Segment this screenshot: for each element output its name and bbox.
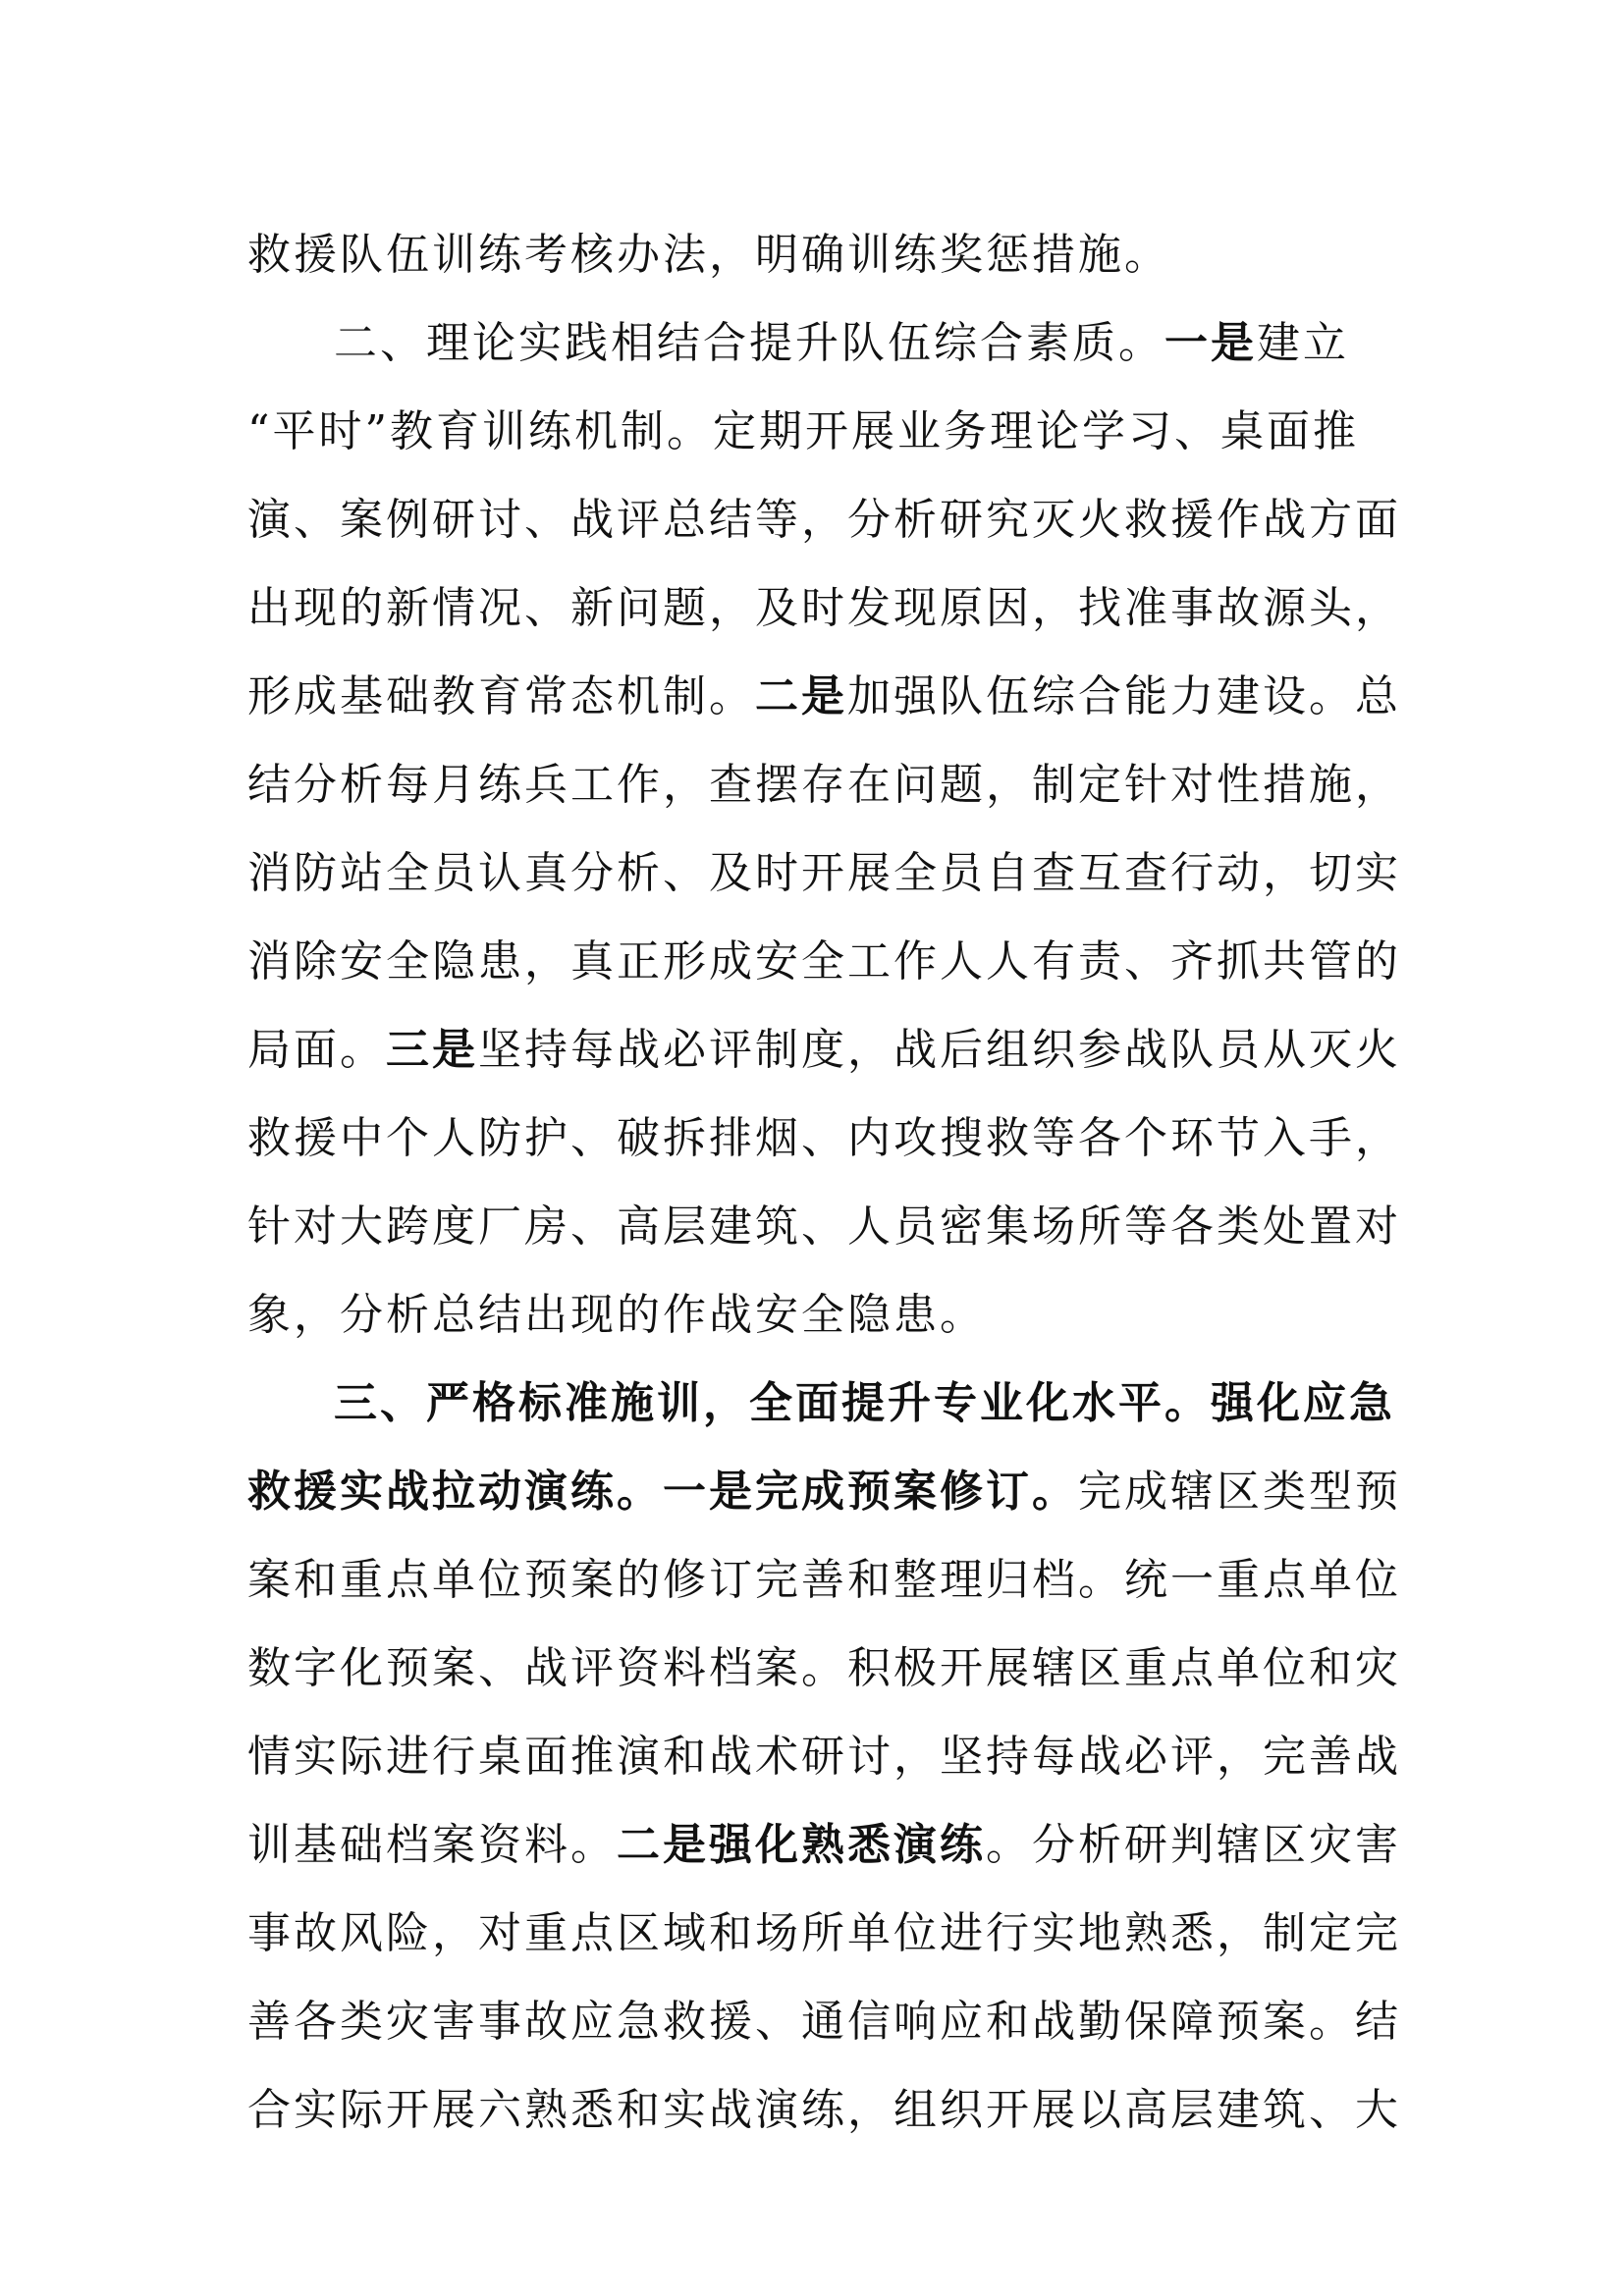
text-line-16 [247,1536,1401,1625]
text-line-15 [247,1448,1401,1536]
text-run: 形成基础教育常态机制。 [247,671,755,721]
bold-marker: 一是 [1164,318,1257,368]
text-run: 训基础档案资料。 [247,1820,617,1870]
text-line-21 [247,1978,1401,2066]
section-heading-2: 二、理论实践相结合提升队伍综合素质。 [334,318,1164,368]
text-run: 完成辖区类型预 [1078,1467,1401,1517]
bold-marker: 二是 [755,671,847,721]
text-run: 针对大跨度厂房、高层建筑、人员密集场所等各类处置对 [247,1201,1401,1252]
text-run: 局面。 [247,1025,386,1075]
text-run: 象，分析总结出现的作战安全隐患。 [247,1290,986,1340]
text-run: 出现的新情况、新问题，及时发现原因，找准事故源头， [247,583,1401,633]
text-line-4 [247,476,1401,564]
text-run: 善各类灾害事故应急救援、通信响应和战勤保障预案。结 [247,1997,1401,2047]
text-line-9 [247,918,1401,1006]
text-run: 情实际进行桌面推演和战术研讨，坚持每战必评，完善战 [247,1732,1401,1782]
text-line-13 [247,1271,1386,1360]
text-run: 坚持每战必评制度，战后组织参战队员从灭火 [478,1025,1401,1075]
text-run: 结分析每月练兵工作，查摆存在问题，制定针对性措施， [247,760,1401,810]
text-line-5 [247,564,1401,653]
text-run: 救援队伍训练考核办法，明确训练奖惩措施。 [247,230,1170,280]
bold-marker: 三是 [386,1025,478,1075]
bold-marker: 救援实战拉动演练。一是完成预案修订。 [247,1467,1078,1517]
text-line-14 [334,1360,1395,1448]
text-line-7 [247,741,1401,829]
text-line-11 [247,1095,1401,1183]
text-line-12 [247,1183,1401,1271]
text-line-10 [247,1006,1401,1095]
bold-marker: 二是强化熟悉演练 [617,1820,986,1870]
text-line-22 [247,2066,1401,2155]
text-run: 消除安全隐患，真正形成安全工作人人有责、齐抓共管的 [247,936,1401,987]
text-line-3 [247,388,1386,476]
text-line-2 [334,299,1386,388]
text-run: 消防站全员认真分析、及时开展全员自查互查行动，切实 [247,848,1401,898]
text-line-20 [247,1890,1401,1978]
text-line-19 [247,1801,1401,1890]
text-line-17 [247,1625,1401,1713]
text-run: 合实际开展六熟悉和实战演练，组织开展以高层建筑、大 [247,2085,1401,2135]
text-run: 数字化预案、战评资料档案。积极开展辖区重点单位和灾 [247,1643,1401,1693]
section-heading-3: 三、严格标准施训，全面提升专业化水平。强化应急 [334,1378,1395,1428]
text-run: 事故风险，对重点区域和场所单位进行实地熟悉，制定完 [247,1908,1401,1958]
text-line-8 [247,829,1401,918]
text-run: 加强队伍综合能力建设。总 [847,671,1401,721]
text-run: 案和重点单位预案的修订完善和整理归档。统一重点单位 [247,1555,1401,1605]
text-run: 建立 [1257,318,1349,368]
text-line-18 [247,1713,1401,1801]
text-run: “平时”教育训练机制。定期开展业务理论学习、桌面推 [247,406,1359,456]
text-run: 。分析研判辖区灾害 [986,1820,1401,1870]
text-line-6 [247,653,1401,741]
text-run: 救援中个人防护、破拆排烟、内攻搜救等各个环节入手， [247,1113,1401,1163]
text-run: 演、案例研讨、战评总结等，分析研究灭火救援作战方面 [247,495,1401,545]
text-line-1 [247,211,1386,299]
